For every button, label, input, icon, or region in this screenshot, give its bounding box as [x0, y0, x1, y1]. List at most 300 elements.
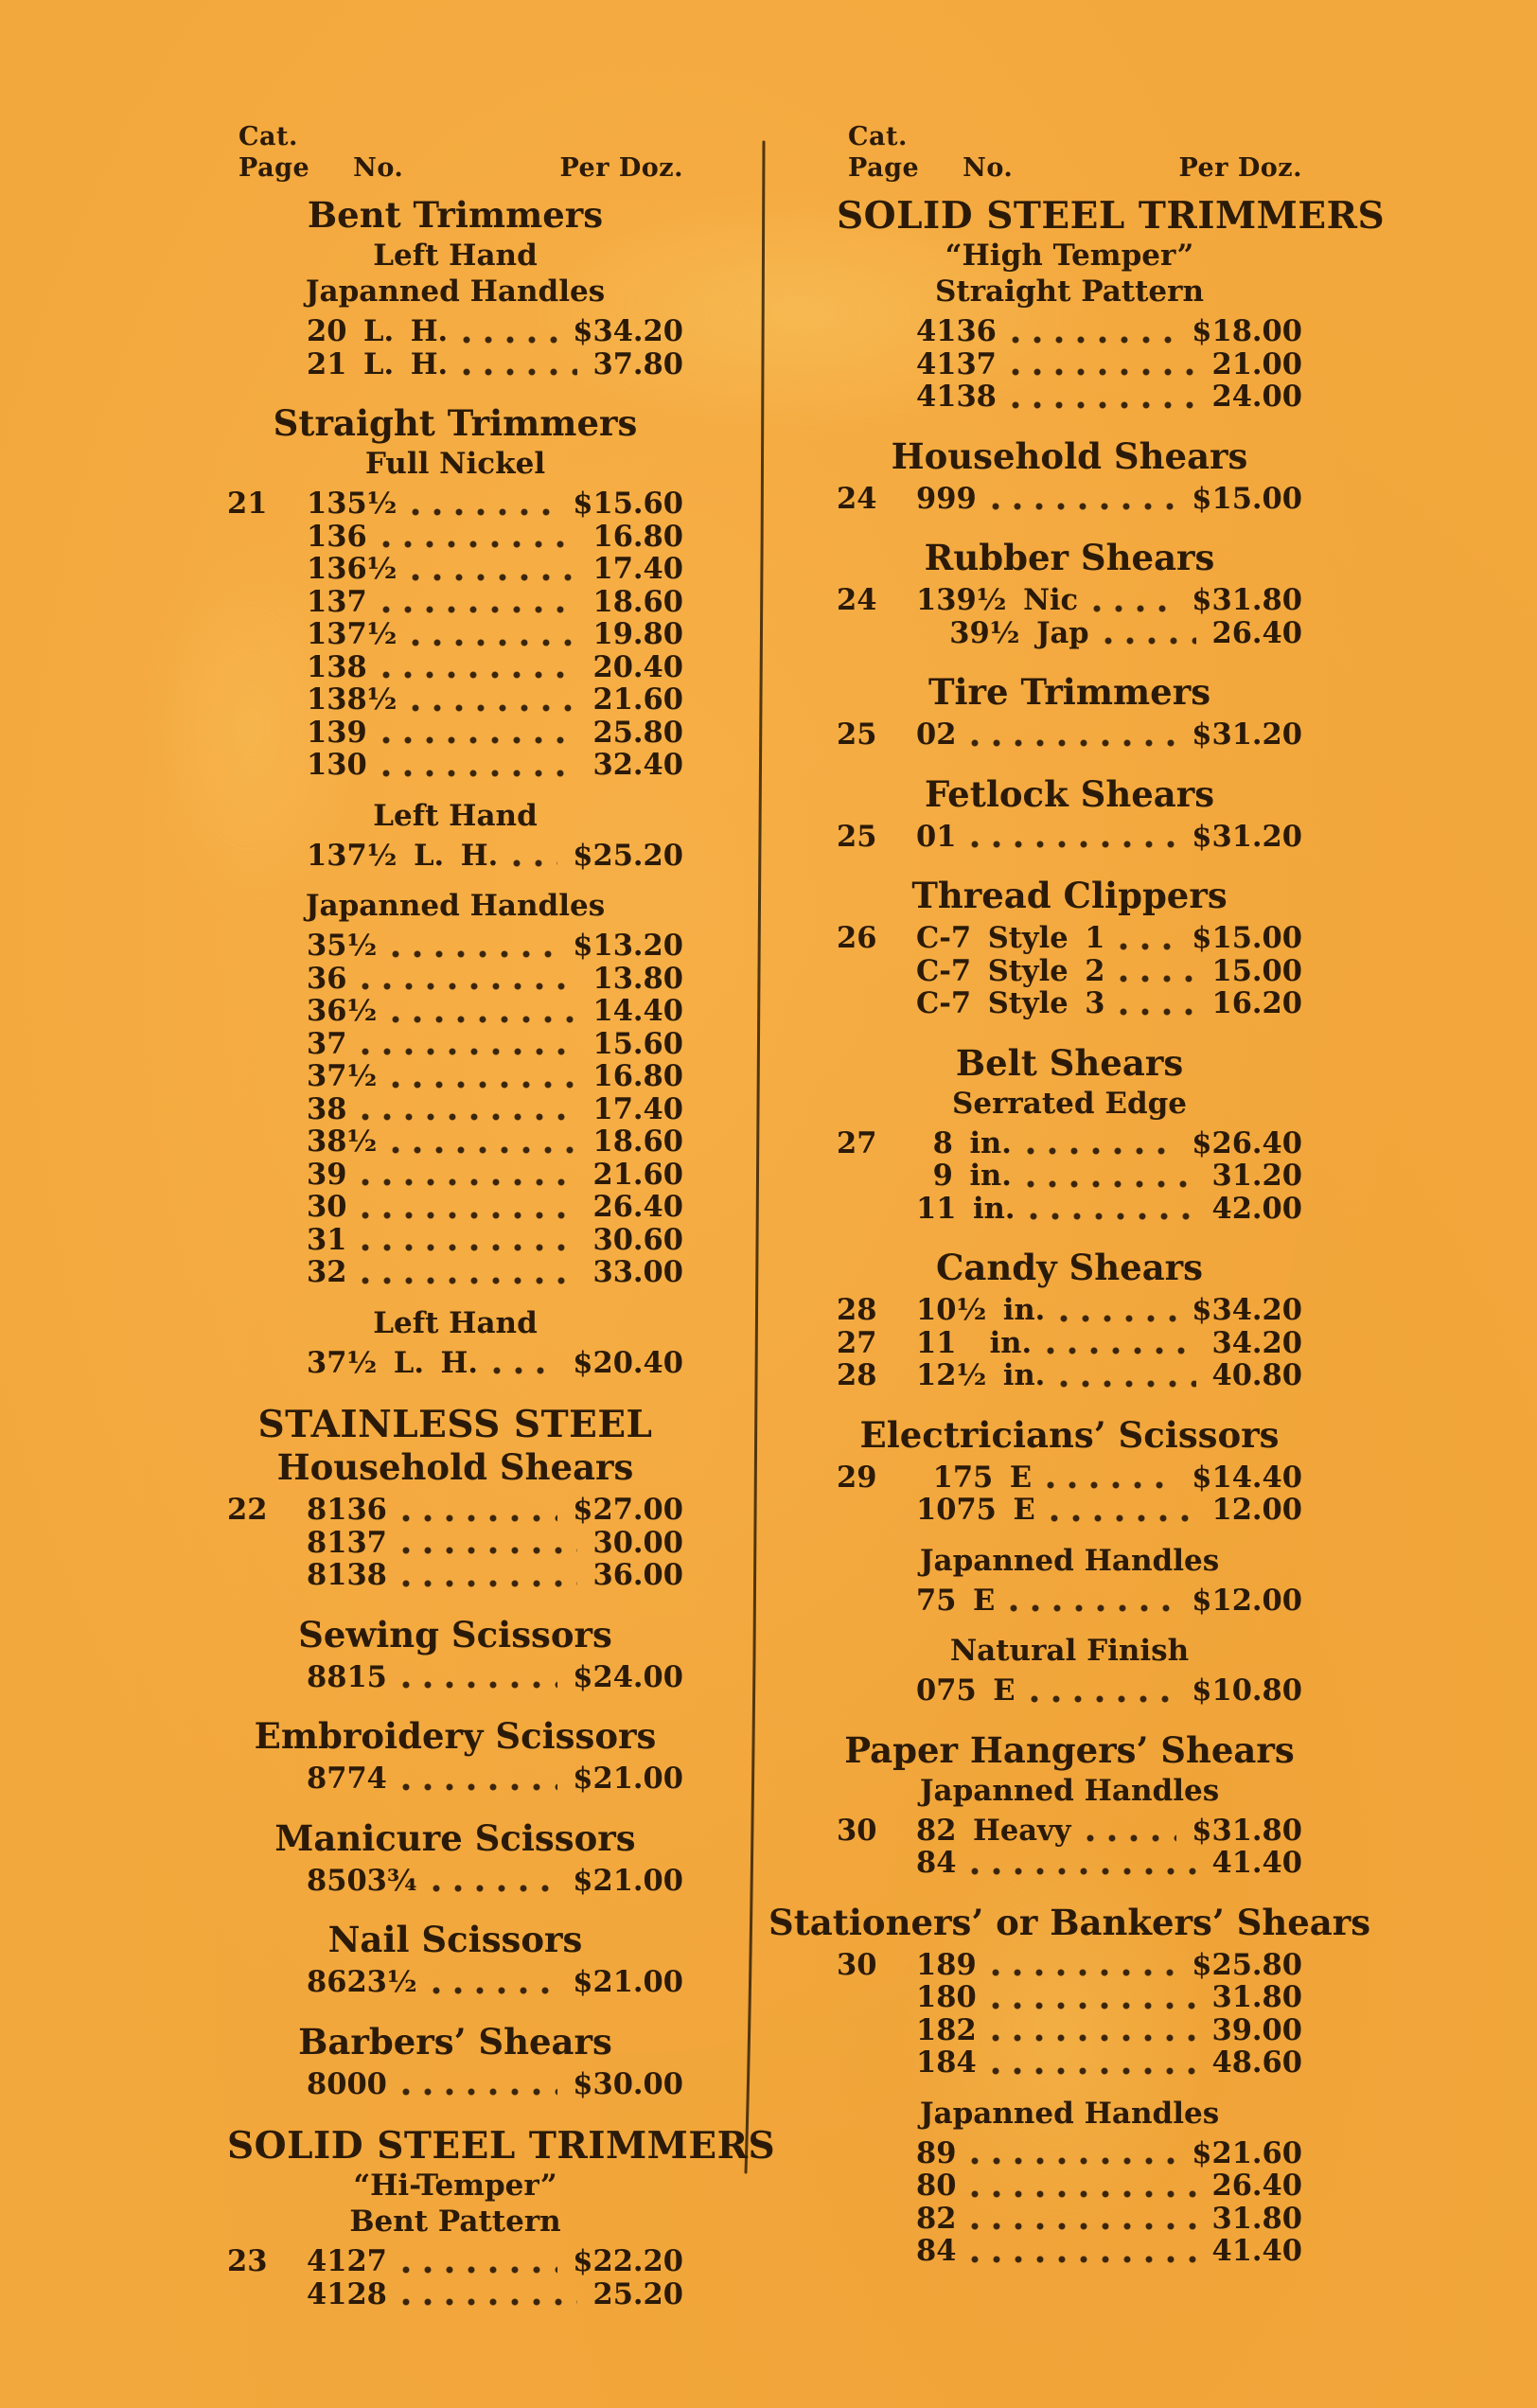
price-per-dozen: $15.00 — [1192, 921, 1302, 955]
price-row — [227, 963, 683, 996]
price-row — [227, 1159, 683, 1192]
price-table — [837, 1127, 1302, 1226]
section-heading: Bent Pattern — [349, 2204, 561, 2239]
price-table — [227, 1494, 683, 1592]
price-per-dozen: 31.20 — [1211, 1159, 1302, 1193]
section-heading: Japanned Handles — [305, 274, 606, 309]
dot-leader — [971, 2157, 1176, 2165]
section-heading: Electricians’ Scissors — [859, 1413, 1280, 1456]
price-per-dozen: 15.00 — [1211, 953, 1302, 988]
item-number: C-7 Style 2 — [916, 953, 1105, 988]
section-heading: STAINLESS STEEL — [257, 1403, 653, 1446]
item-number: C-7 Style 3 — [916, 986, 1105, 1020]
price-per-dozen: $15.00 — [1192, 481, 1302, 516]
item-number: 01 — [916, 819, 957, 854]
dot-leader — [412, 508, 557, 516]
dot-leader — [412, 639, 577, 646]
dot-leader — [1051, 1514, 1197, 1522]
section-heading: Tire Trimmers — [928, 671, 1211, 713]
dot-leader — [971, 2222, 1196, 2230]
item-number: 8815 — [307, 1659, 387, 1694]
section-heading: Straight Pattern — [934, 274, 1205, 309]
price-row — [227, 521, 683, 554]
price-row — [227, 1865, 683, 1898]
item-number: 9 in. — [916, 1159, 1012, 1193]
dot-leader — [382, 736, 578, 744]
price-row — [837, 2235, 1302, 2268]
item-number: 138½ — [307, 682, 398, 717]
price-row — [837, 2014, 1302, 2047]
dot-leader — [1104, 637, 1197, 645]
dot-leader — [992, 2034, 1197, 2042]
section-heading: Candy Shears — [935, 1247, 1204, 1288]
price-row — [837, 987, 1302, 1020]
price-table — [227, 1347, 683, 1380]
price-row — [227, 315, 683, 348]
item-number: 37½ — [307, 1059, 378, 1093]
dot-leader — [1012, 368, 1197, 376]
price-row — [227, 840, 683, 873]
price-row — [837, 718, 1302, 752]
price-row — [837, 1327, 1302, 1360]
price-per-dozen: 37.80 — [592, 346, 683, 381]
header-no-label: No. — [963, 153, 1014, 183]
price-per-dozen: $21.00 — [573, 1863, 683, 1898]
price-per-dozen: 13.80 — [592, 961, 683, 996]
price-per-dozen: $31.20 — [1192, 717, 1302, 752]
price-per-dozen: 31.80 — [1211, 2201, 1302, 2236]
price-row — [837, 1127, 1302, 1160]
dot-leader — [382, 770, 578, 777]
item-number: 20 L. H. — [307, 314, 449, 348]
price-table — [227, 1762, 683, 1796]
price-per-dozen: $34.20 — [1192, 1293, 1302, 1327]
dot-leader — [1120, 943, 1176, 950]
price-row — [837, 348, 1302, 381]
dot-leader — [1031, 1695, 1177, 1703]
dot-leader — [433, 1987, 558, 1994]
item-number: 30 — [307, 1190, 347, 1224]
dot-leader — [992, 1969, 1177, 1976]
section-heading: Straight Trimmers — [273, 402, 638, 444]
price-row — [227, 651, 683, 684]
item-number: 184 — [916, 2045, 977, 2080]
item-number: C-7 Style 1 — [916, 921, 1105, 955]
price-row — [837, 1585, 1302, 1618]
section-heading: “High Temper” — [945, 239, 1194, 273]
price-per-dozen: 16.80 — [592, 1059, 683, 1093]
header-per-doz-label: Per Doz. — [1178, 153, 1302, 183]
dot-leader — [402, 2298, 578, 2306]
item-number: 138 — [307, 649, 367, 684]
price-per-dozen: 18.60 — [592, 584, 683, 619]
price-per-dozen: $31.20 — [1192, 819, 1302, 854]
price-row — [837, 1193, 1302, 1226]
price-per-dozen: 31.80 — [1211, 1980, 1302, 2014]
price-row — [837, 1160, 1302, 1193]
price-per-dozen: 17.40 — [592, 1091, 683, 1126]
section-heading: Sewing Scissors — [298, 1613, 612, 1656]
price-per-dozen: $10.80 — [1192, 1673, 1302, 1708]
price-per-dozen: $12.00 — [1192, 1583, 1302, 1618]
price-per-dozen: 48.60 — [1211, 2045, 1302, 2080]
price-per-dozen: 12.00 — [1211, 1493, 1302, 1527]
price-row — [837, 922, 1302, 955]
section-heading: Household Shears — [276, 1446, 634, 1488]
price-row — [837, 1294, 1302, 1327]
section-heading: Japanned Handles — [919, 1543, 1220, 1578]
dot-leader — [362, 1212, 577, 1219]
dot-leader — [1060, 1380, 1196, 1388]
section-heading: Thread Clippers — [911, 875, 1228, 916]
price-row — [227, 586, 683, 619]
section-heading: Bent Trimmers — [307, 194, 604, 236]
right-column — [768, 121, 1386, 2268]
section-heading: Paper Hangers’ Shears — [844, 1728, 1295, 1771]
dot-leader — [382, 671, 578, 679]
item-number: 84 — [916, 1846, 957, 1880]
price-row — [227, 717, 683, 750]
price-per-dozen: 41.40 — [1211, 1846, 1302, 1880]
dot-leader — [362, 1113, 577, 1121]
price-per-dozen: 16.20 — [1211, 986, 1302, 1020]
section-heading: Barbers’ Shears — [298, 2020, 612, 2063]
item-number: 4127 — [307, 2244, 387, 2278]
item-number: 39 — [307, 1157, 347, 1192]
price-per-dozen: $21.60 — [1192, 2135, 1302, 2170]
header-row — [837, 152, 1302, 184]
dot-leader — [1027, 1147, 1176, 1155]
price-per-dozen: 16.80 — [592, 519, 683, 554]
price-table — [837, 315, 1302, 414]
dot-leader — [1120, 975, 1196, 983]
price-table — [837, 1674, 1302, 1708]
price-row — [227, 1028, 683, 1061]
dot-leader — [1012, 401, 1197, 409]
price-row — [227, 618, 683, 651]
price-row — [227, 930, 683, 963]
price-per-dozen: 17.40 — [592, 552, 683, 586]
item-number: 35½ — [307, 929, 378, 963]
section-heading: SOLID STEEL TRIMMERS — [227, 2124, 776, 2168]
header-cat-label: Cat. — [848, 122, 908, 151]
item-number: 075 E — [916, 1673, 1016, 1708]
dot-leader — [971, 2190, 1196, 2198]
dot-leader — [1047, 1481, 1176, 1489]
price-row — [227, 553, 683, 586]
dot-leader — [392, 1081, 577, 1089]
item-number: 175 E — [916, 1460, 1033, 1495]
item-number: 11 in. — [916, 1325, 1033, 1360]
price-table — [227, 930, 683, 1289]
left-column — [227, 121, 776, 2311]
price-per-dozen: $24.00 — [573, 1659, 683, 1694]
price-row — [227, 1125, 683, 1159]
item-number: 130 — [307, 748, 367, 782]
price-per-dozen: 41.40 — [1211, 2234, 1302, 2268]
item-number: 8503¾ — [307, 1863, 417, 1898]
item-number: 82 — [916, 2201, 957, 2236]
price-row — [837, 2046, 1302, 2080]
price-per-dozen: 39.00 — [1211, 2012, 1302, 2047]
dot-leader — [971, 739, 1176, 747]
price-per-dozen: 15.60 — [592, 1026, 683, 1061]
price-table — [837, 2137, 1302, 2268]
price-table — [227, 2245, 683, 2311]
price-per-dozen: $14.40 — [1192, 1460, 1302, 1495]
item-number: 139 — [307, 715, 367, 750]
price-per-dozen: 21.00 — [1211, 346, 1302, 381]
item-number: 137 — [307, 584, 367, 619]
catalog-page-number: 28 — [837, 1358, 877, 1392]
price-per-dozen: 30.00 — [592, 1525, 683, 1560]
section-heading: “Hi-Temper” — [353, 2169, 557, 2203]
item-number: 4136 — [916, 314, 997, 348]
item-number: 89 — [916, 2135, 957, 2170]
item-number: 182 — [916, 2012, 977, 2047]
section-heading: Belt Shears — [955, 1041, 1184, 1084]
catalog-page-number: 24 — [837, 481, 877, 516]
item-number: 84 — [916, 2234, 957, 2268]
price-per-dozen: $22.20 — [573, 2244, 683, 2278]
price-row — [227, 348, 683, 381]
dot-leader — [362, 1277, 577, 1284]
item-number: 136 — [307, 519, 367, 554]
item-number: 32 — [307, 1255, 347, 1289]
price-row — [227, 1762, 683, 1796]
item-number: 137½ L. H. — [307, 838, 499, 873]
dot-leader — [971, 2256, 1196, 2263]
price-per-dozen: 42.00 — [1211, 1191, 1302, 1226]
section-heading: Natural Finish — [949, 1634, 1190, 1668]
dot-leader — [493, 1367, 557, 1374]
price-table — [227, 840, 683, 873]
catalog-page-number: 28 — [837, 1293, 877, 1327]
left-column-blocks — [227, 194, 776, 2311]
item-number: 1075 E — [916, 1493, 1035, 1527]
price-row — [837, 1981, 1302, 2014]
dot-leader — [382, 540, 578, 548]
dot-leader — [1012, 336, 1176, 344]
price-table — [837, 584, 1302, 649]
price-row — [227, 683, 683, 717]
section-heading: Rubber Shears — [924, 537, 1215, 578]
dot-leader — [971, 841, 1176, 848]
section-heading: Serrated Edge — [951, 1086, 1188, 1121]
item-number: 37 — [307, 1026, 347, 1061]
section-heading: Full Nickel — [364, 447, 546, 481]
section-heading: Left Hand — [373, 798, 538, 833]
price-per-dozen: 26.40 — [1211, 615, 1302, 650]
item-number: 36 — [307, 961, 347, 996]
section-heading: Embroidery Scissors — [254, 1715, 657, 1757]
price-per-dozen: 25.80 — [592, 715, 683, 750]
price-per-dozen: $30.00 — [573, 2066, 683, 2101]
price-table — [837, 821, 1302, 854]
price-row — [837, 2169, 1302, 2203]
price-table — [837, 1815, 1302, 1880]
price-table — [837, 1294, 1302, 1392]
item-number: 75 E — [916, 1583, 996, 1618]
price-per-dozen: $13.20 — [573, 929, 683, 963]
price-row — [837, 1847, 1302, 1880]
dot-leader — [513, 859, 557, 867]
catalog-page-number: 25 — [837, 819, 877, 854]
catalog-page-number: 24 — [837, 583, 877, 617]
catalog-page-number: 29 — [837, 1460, 877, 1495]
price-per-dozen: 25.20 — [592, 2276, 683, 2311]
dot-leader — [412, 704, 577, 712]
item-number: 36½ — [307, 994, 378, 1028]
dot-leader — [1047, 1347, 1196, 1354]
dot-leader — [392, 1146, 577, 1154]
item-number: 37½ L. H. — [307, 1345, 478, 1380]
price-row — [227, 995, 683, 1028]
dot-leader — [402, 1783, 557, 1791]
price-row — [227, 1347, 683, 1380]
item-number: 999 — [916, 481, 977, 516]
dot-leader — [402, 1547, 578, 1554]
item-number: 137½ — [307, 617, 398, 651]
dot-leader — [971, 1868, 1196, 1875]
section-heading: Japanned Handles — [919, 2096, 1220, 2131]
price-row — [227, 1966, 683, 1999]
item-number: 189 — [916, 1947, 977, 1982]
price-row — [837, 2203, 1302, 2236]
price-per-dozen: 18.60 — [592, 1124, 683, 1159]
price-per-dozen: $15.60 — [573, 487, 683, 521]
price-row — [227, 1060, 683, 1093]
item-number: 80 — [916, 2169, 957, 2203]
dot-leader — [362, 983, 577, 990]
catalog-page-number: 30 — [837, 1813, 877, 1848]
price-table — [837, 1949, 1302, 2080]
dot-leader — [992, 503, 1177, 510]
item-number: 10½ in. — [916, 1293, 1046, 1327]
dot-leader — [1027, 1180, 1197, 1188]
price-row — [227, 1661, 683, 1694]
price-table — [837, 718, 1302, 752]
price-table — [227, 1966, 683, 1999]
price-row — [227, 2068, 683, 2101]
price-table — [837, 1461, 1302, 1527]
price-row — [227, 749, 683, 782]
dot-leader — [1086, 1834, 1177, 1842]
price-per-dozen: $21.00 — [573, 1762, 683, 1796]
price-row — [837, 483, 1302, 516]
item-number: 02 — [916, 717, 957, 752]
price-table — [227, 1865, 683, 1898]
dot-leader — [392, 1016, 577, 1023]
catalog-page-number: 25 — [837, 717, 877, 752]
price-per-dozen: $31.80 — [1192, 583, 1302, 617]
item-number: 136½ — [307, 552, 398, 586]
price-row — [837, 1949, 1302, 1982]
price-row — [227, 487, 683, 521]
dot-leader — [362, 1178, 577, 1186]
price-row — [837, 584, 1302, 617]
item-number: 21 L. H. — [307, 346, 449, 381]
price-per-dozen: 34.20 — [1211, 1325, 1302, 1360]
price-row — [837, 1815, 1302, 1848]
price-row — [837, 617, 1302, 650]
dot-leader — [1093, 605, 1176, 612]
price-row — [227, 1494, 683, 1527]
section-heading: Japanned Handles — [305, 889, 606, 923]
dot-leader — [402, 2266, 557, 2274]
price-per-dozen: 26.40 — [1211, 2169, 1302, 2203]
dot-leader — [402, 1681, 557, 1689]
price-per-dozen: 21.60 — [592, 682, 683, 717]
section-heading: SOLID STEEL TRIMMERS — [837, 194, 1386, 238]
item-number: 4137 — [916, 346, 997, 381]
item-number: 4128 — [307, 2276, 387, 2311]
price-per-dozen: $25.80 — [1192, 1947, 1302, 1982]
price-table — [837, 1585, 1302, 1618]
price-row — [227, 2278, 683, 2311]
dot-leader — [463, 336, 557, 344]
price-row — [837, 1359, 1302, 1392]
dot-leader — [1120, 1008, 1196, 1016]
item-number: 135½ — [307, 487, 398, 521]
header-page-label: Page — [238, 153, 310, 183]
price-per-dozen: 24.00 — [1211, 380, 1302, 414]
dot-leader — [362, 1048, 577, 1055]
price-row — [227, 1559, 683, 1592]
price-per-dozen: 32.40 — [592, 748, 683, 782]
catalog-page-number: 23 — [227, 2244, 268, 2278]
header-page-label: Page — [848, 153, 920, 183]
item-number: 8 in. — [916, 1125, 1012, 1160]
catalog-page-number: 30 — [837, 1947, 877, 1982]
price-table — [837, 483, 1302, 516]
price-table — [227, 487, 683, 782]
price-per-dozen: $21.00 — [573, 1965, 683, 1999]
dot-leader — [362, 1244, 577, 1251]
dot-leader — [1060, 1315, 1176, 1322]
left-column-header — [227, 121, 683, 184]
price-per-dozen: $20.40 — [573, 1345, 683, 1380]
price-per-dozen: $26.40 — [1192, 1125, 1302, 1160]
header-no-label: No. — [353, 153, 404, 183]
price-table — [227, 315, 683, 381]
price-row — [227, 1527, 683, 1560]
item-number: 180 — [916, 1980, 977, 2014]
price-per-dozen: 19.80 — [592, 617, 683, 651]
price-row — [227, 1224, 683, 1257]
dot-leader — [1030, 1213, 1196, 1220]
dot-leader — [402, 1514, 557, 1522]
dot-leader — [412, 574, 577, 581]
catalog-page-number: 26 — [837, 921, 877, 955]
dot-leader — [402, 2088, 557, 2096]
catalog-page-number: 27 — [837, 1325, 877, 1360]
price-per-dozen: 30.60 — [592, 1222, 683, 1257]
item-number: 12½ in. — [916, 1358, 1046, 1392]
price-row — [837, 1674, 1302, 1708]
price-row — [837, 1461, 1302, 1495]
price-per-dozen: 14.40 — [592, 994, 683, 1028]
price-table — [227, 2068, 683, 2101]
item-number: 11 in. — [916, 1191, 1016, 1226]
item-number: 8623½ — [307, 1965, 417, 1999]
section-heading: Fetlock Shears — [924, 772, 1215, 815]
item-number: 39½ Jap — [916, 615, 1089, 650]
dot-leader — [992, 2067, 1197, 2075]
price-row — [227, 1256, 683, 1289]
item-number: 8136 — [307, 1493, 387, 1527]
price-per-dozen: 33.00 — [592, 1255, 683, 1289]
